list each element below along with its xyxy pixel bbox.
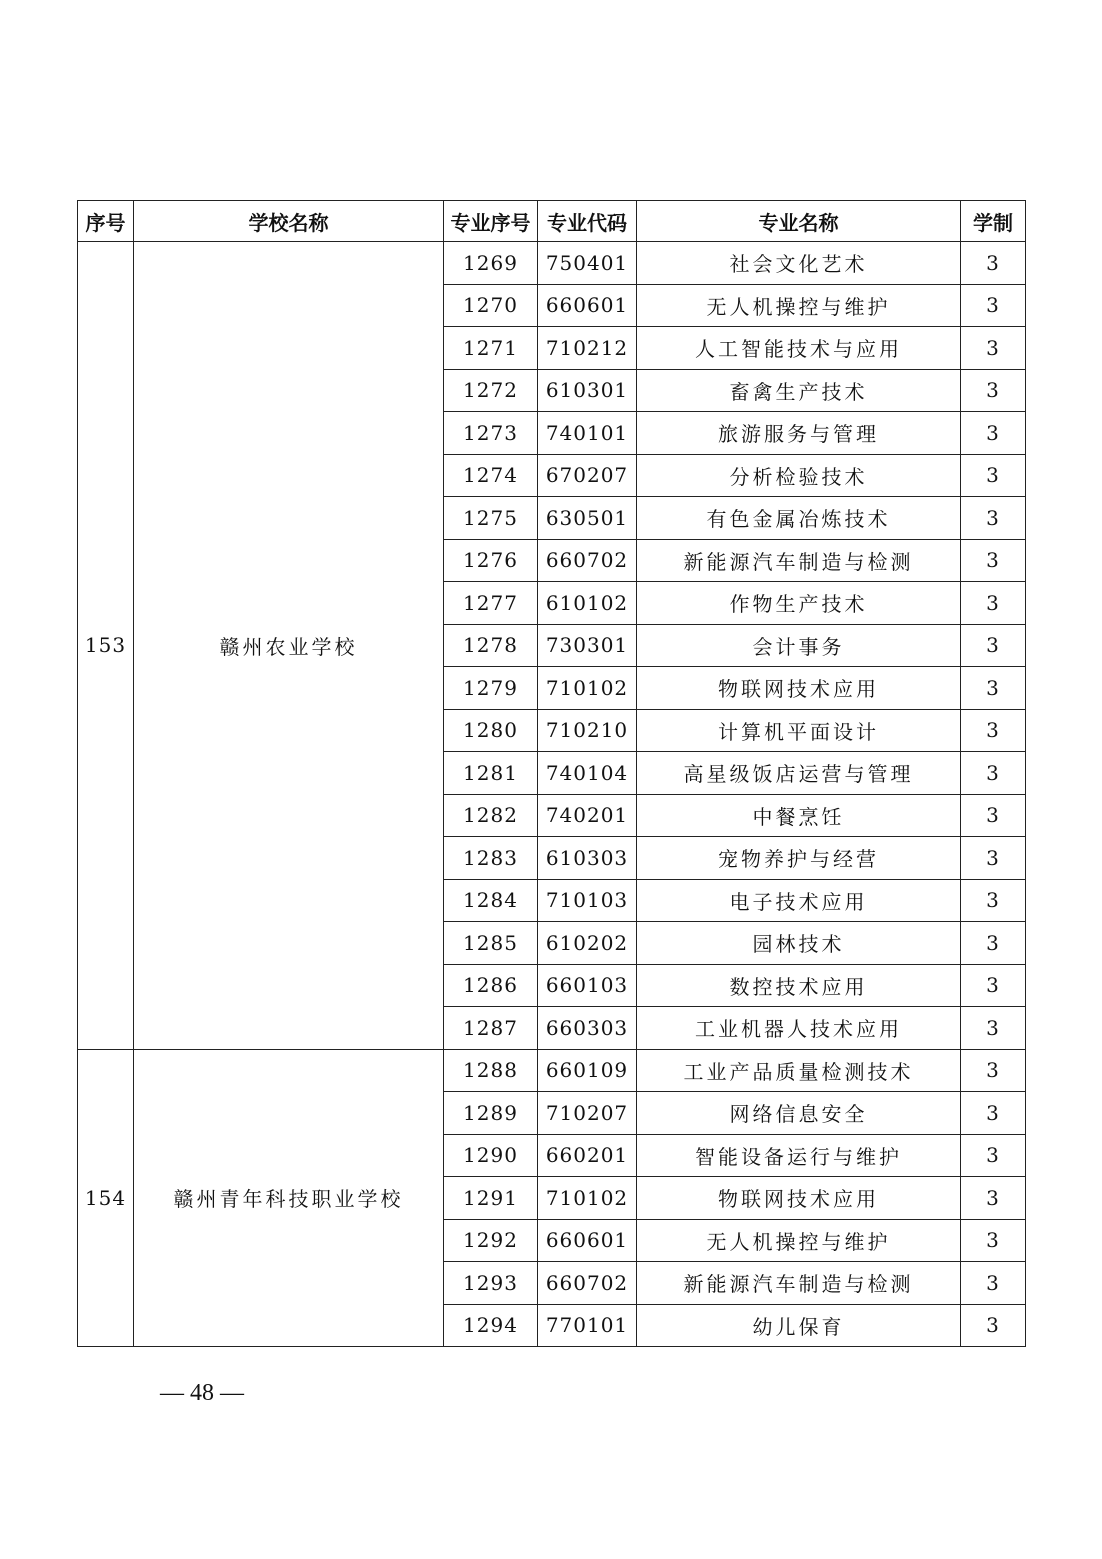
major-code-cell: 660702 <box>538 1262 637 1305</box>
major-name-cell: 分析检验技术 <box>637 454 961 497</box>
school-seq-cell: 154 <box>78 1049 134 1347</box>
major-code-cell: 730301 <box>538 624 637 667</box>
major-seq-cell: 1291 <box>444 1177 538 1220</box>
major-code-cell: 710210 <box>538 709 637 752</box>
duration-cell: 3 <box>961 1219 1026 1262</box>
header-seq: 序号 <box>78 201 134 242</box>
major-seq-cell: 1281 <box>444 752 538 795</box>
school-seq-cell: 153 <box>78 242 134 1050</box>
major-code-cell: 610303 <box>538 837 637 880</box>
major-code-cell: 610102 <box>538 582 637 625</box>
duration-cell: 3 <box>961 1134 1026 1177</box>
major-code-cell: 660201 <box>538 1134 637 1177</box>
duration-cell: 3 <box>961 327 1026 370</box>
duration-cell: 3 <box>961 1049 1026 1092</box>
major-code-cell: 710212 <box>538 327 637 370</box>
major-code-cell: 740201 <box>538 794 637 837</box>
major-seq-cell: 1284 <box>444 879 538 922</box>
major-name-cell: 智能设备运行与维护 <box>637 1134 961 1177</box>
major-code-cell: 710207 <box>538 1092 637 1135</box>
major-seq-cell: 1287 <box>444 1007 538 1050</box>
major-code-cell: 710103 <box>538 879 637 922</box>
major-name-cell: 人工智能技术与应用 <box>637 327 961 370</box>
major-name-cell: 社会文化艺术 <box>637 242 961 285</box>
major-seq-cell: 1292 <box>444 1219 538 1262</box>
major-name-cell: 旅游服务与管理 <box>637 412 961 455</box>
duration-cell: 3 <box>961 1092 1026 1135</box>
major-seq-cell: 1276 <box>444 539 538 582</box>
major-code-cell: 660601 <box>538 1219 637 1262</box>
major-name-cell: 工业产品质量检测技术 <box>637 1049 961 1092</box>
duration-cell: 3 <box>961 454 1026 497</box>
major-code-cell: 660103 <box>538 964 637 1007</box>
major-seq-cell: 1279 <box>444 667 538 710</box>
duration-cell: 3 <box>961 837 1026 880</box>
major-code-cell: 740101 <box>538 412 637 455</box>
duration-cell: 3 <box>961 1262 1026 1305</box>
major-name-cell: 物联网技术应用 <box>637 667 961 710</box>
major-seq-cell: 1271 <box>444 327 538 370</box>
major-code-cell: 740104 <box>538 752 637 795</box>
header-duration: 学制 <box>961 201 1026 242</box>
duration-cell: 3 <box>961 964 1026 1007</box>
school-name-cell: 赣州青年科技职业学校 <box>134 1049 444 1347</box>
major-code-cell: 710102 <box>538 667 637 710</box>
major-seq-cell: 1280 <box>444 709 538 752</box>
page-number: — 48 — <box>160 1380 244 1406</box>
major-name-cell: 工业机器人技术应用 <box>637 1007 961 1050</box>
major-name-cell: 物联网技术应用 <box>637 1177 961 1220</box>
duration-cell: 3 <box>961 709 1026 752</box>
major-code-cell: 660109 <box>538 1049 637 1092</box>
major-name-cell: 有色金属冶炼技术 <box>637 497 961 540</box>
header-major-code: 专业代码 <box>538 201 637 242</box>
major-code-cell: 610202 <box>538 922 637 965</box>
major-seq-cell: 1288 <box>444 1049 538 1092</box>
duration-cell: 3 <box>961 412 1026 455</box>
table-header-row <box>78 201 1026 242</box>
majors-table <box>77 200 1026 1347</box>
table-row <box>78 1049 1026 1092</box>
major-code-cell: 660601 <box>538 284 637 327</box>
duration-cell: 3 <box>961 539 1026 582</box>
major-name-cell: 幼儿保育 <box>637 1304 961 1347</box>
table-body <box>78 242 1026 1347</box>
duration-cell: 3 <box>961 1304 1026 1347</box>
duration-cell: 3 <box>961 1177 1026 1220</box>
duration-cell: 3 <box>961 879 1026 922</box>
major-seq-cell: 1289 <box>444 1092 538 1135</box>
major-code-cell: 750401 <box>538 242 637 285</box>
major-seq-cell: 1269 <box>444 242 538 285</box>
major-name-cell: 新能源汽车制造与检测 <box>637 1262 961 1305</box>
major-name-cell: 高星级饭店运营与管理 <box>637 752 961 795</box>
duration-cell: 3 <box>961 624 1026 667</box>
major-name-cell: 畜禽生产技术 <box>637 369 961 412</box>
header-major-seq: 专业序号 <box>444 201 538 242</box>
duration-cell: 3 <box>961 369 1026 412</box>
duration-cell: 3 <box>961 667 1026 710</box>
major-name-cell: 无人机操控与维护 <box>637 1219 961 1262</box>
major-code-cell: 630501 <box>538 497 637 540</box>
duration-cell: 3 <box>961 284 1026 327</box>
duration-cell: 3 <box>961 242 1026 285</box>
major-seq-cell: 1278 <box>444 624 538 667</box>
duration-cell: 3 <box>961 497 1026 540</box>
major-name-cell: 中餐烹饪 <box>637 794 961 837</box>
duration-cell: 3 <box>961 582 1026 625</box>
major-seq-cell: 1277 <box>444 582 538 625</box>
major-name-cell: 无人机操控与维护 <box>637 284 961 327</box>
major-seq-cell: 1286 <box>444 964 538 1007</box>
major-code-cell: 660702 <box>538 539 637 582</box>
major-seq-cell: 1275 <box>444 497 538 540</box>
major-seq-cell: 1283 <box>444 837 538 880</box>
major-name-cell: 作物生产技术 <box>637 582 961 625</box>
major-name-cell: 数控技术应用 <box>637 964 961 1007</box>
major-name-cell: 宠物养护与经营 <box>637 837 961 880</box>
major-name-cell: 新能源汽车制造与检测 <box>637 539 961 582</box>
major-seq-cell: 1293 <box>444 1262 538 1305</box>
header-major-name: 专业名称 <box>637 201 961 242</box>
major-seq-cell: 1290 <box>444 1134 538 1177</box>
major-seq-cell: 1273 <box>444 412 538 455</box>
major-name-cell: 园林技术 <box>637 922 961 965</box>
major-seq-cell: 1270 <box>444 284 538 327</box>
major-seq-cell: 1274 <box>444 454 538 497</box>
major-code-cell: 610301 <box>538 369 637 412</box>
major-name-cell: 网络信息安全 <box>637 1092 961 1135</box>
duration-cell: 3 <box>961 752 1026 795</box>
major-seq-cell: 1294 <box>444 1304 538 1347</box>
school-name-cell: 赣州农业学校 <box>134 242 444 1050</box>
header-school-name: 学校名称 <box>134 201 444 242</box>
major-name-cell: 计算机平面设计 <box>637 709 961 752</box>
major-name-cell: 电子技术应用 <box>637 879 961 922</box>
duration-cell: 3 <box>961 1007 1026 1050</box>
duration-cell: 3 <box>961 922 1026 965</box>
major-code-cell: 770101 <box>538 1304 637 1347</box>
major-code-cell: 710102 <box>538 1177 637 1220</box>
major-code-cell: 670207 <box>538 454 637 497</box>
major-code-cell: 660303 <box>538 1007 637 1050</box>
major-seq-cell: 1285 <box>444 922 538 965</box>
table-row <box>78 242 1026 285</box>
major-name-cell: 会计事务 <box>637 624 961 667</box>
duration-cell: 3 <box>961 794 1026 837</box>
major-seq-cell: 1282 <box>444 794 538 837</box>
major-seq-cell: 1272 <box>444 369 538 412</box>
